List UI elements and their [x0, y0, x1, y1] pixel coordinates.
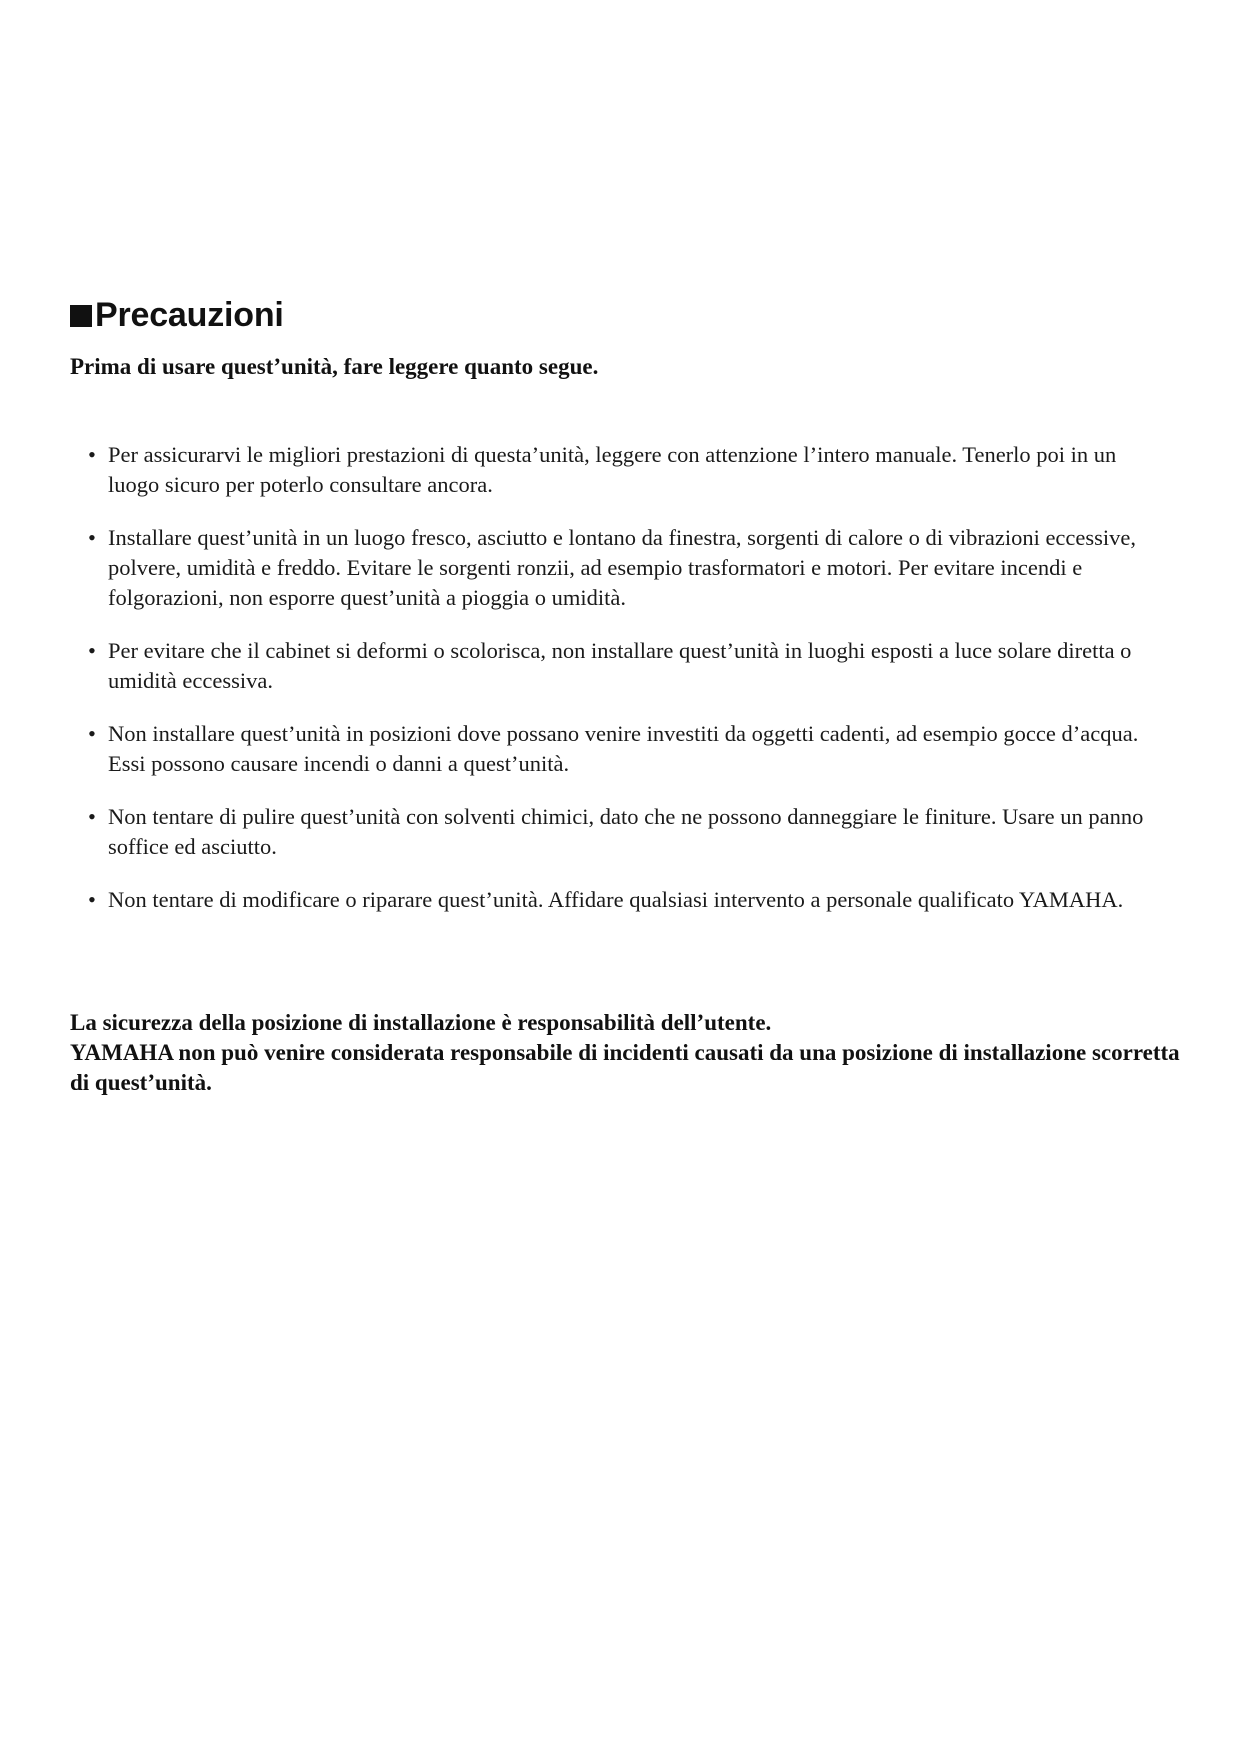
list-item: [88, 885, 1168, 915]
list-item-text: Non tentare di pulire quest’unità con solventi chimici, dato che ne possono danneggiare le finiture. Usare un panno soffice ed asciutto.: [108, 804, 1144, 859]
bullet-icon: •: [88, 721, 96, 746]
list-item-text: Per assicurarvi le migliori prestazioni di questa’unità, leggere con attenzione l’intero manuale. Tenerlo poi in un luogo sicuro per poterlo consultare ancora.: [108, 442, 1117, 497]
list-item: [88, 440, 1168, 500]
list-item-text: Non tentare di modificare o riparare quest’unità. Affidare qualsiasi intervento a personale qualificato YAMAHA.: [108, 887, 1124, 912]
list-item-text: Installare quest’unità in un luogo fresco, asciutto e lontano da finestra, sorgenti di calore o di vibrazioni eccessive, polvere, umidità e freddo. Evitare le sorgenti ronzii, ad esempio trasformatori e motori. Per evitare incendi e folgorazioni, non esporre quest’unità a pioggia o umidità.: [108, 525, 1137, 610]
notice-line-installation: La sicurezza della posizione di installazione è responsabilità dell’utente.: [70, 1010, 772, 1035]
list-item: [88, 523, 1168, 613]
black-square-icon: [70, 305, 92, 327]
list-item: [88, 636, 1168, 696]
section-subtitle: Prima di usare quest’unità, fare leggere quanto segue.: [70, 354, 599, 379]
bullet-icon: •: [88, 887, 96, 912]
section-heading: [70, 295, 284, 335]
list-item: [88, 719, 1168, 779]
section-title: Precauzioni: [95, 296, 284, 334]
bullet-icon: •: [88, 525, 96, 550]
list-item-text: Per evitare che il cabinet si deformi o scolorisca, non installare quest’unità in luoghi esposti a luce solare diretta o umidità eccessiva.: [108, 638, 1132, 693]
bullet-icon: •: [88, 804, 96, 829]
bullet-icon: •: [88, 638, 96, 663]
list-item-text: Non installare quest’unità in posizioni dove possano venire investiti da oggetti cadenti, ad esempio gocce d’acqua. Essi possono causare incendi o danni a quest’unità.: [108, 721, 1139, 776]
responsibility-notice: [70, 1008, 1190, 1098]
list-item: [88, 802, 1168, 862]
bullet-icon: •: [88, 442, 96, 467]
precautions-list: [88, 440, 1168, 938]
notice-line-liability: YAMAHA non può venire considerata responsabile di incidenti causati da una posizione di installazione scorretta di quest’unità.: [70, 1040, 1180, 1095]
